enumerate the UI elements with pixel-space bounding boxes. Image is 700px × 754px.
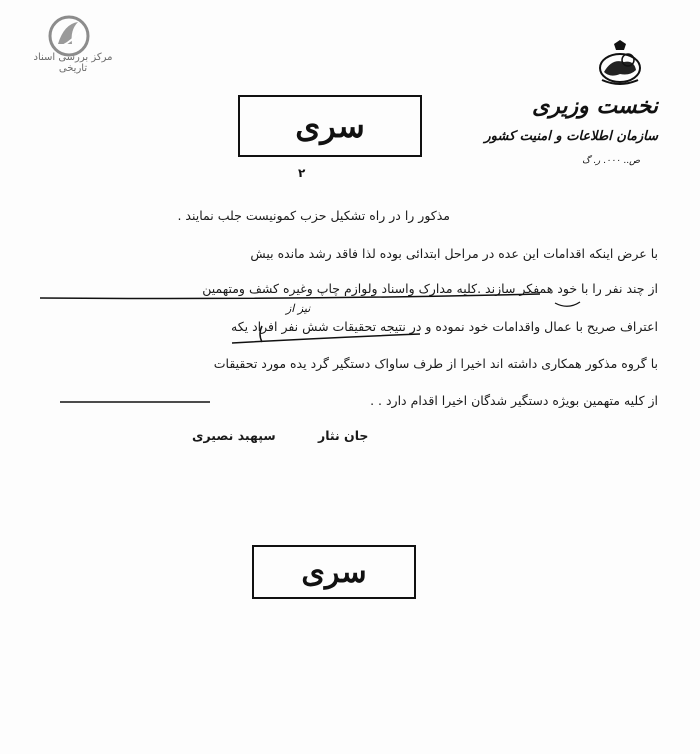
page-number: ۲ bbox=[298, 166, 306, 180]
handwritten-note: نیز از bbox=[286, 302, 311, 315]
body-line: از کلیه متهمین بویژه دستگیر شدگان اخیرا اقدام دارد . . bbox=[370, 393, 658, 408]
office-title: نخست وزیری bbox=[532, 93, 658, 119]
body-line: اعتراف صریح با عمال واقدامات خود نموده و در نتیجه تحقیقات شش نفر افراد یکه bbox=[231, 319, 658, 334]
department-title: سازمان اطلاعات و امنیت کشور bbox=[484, 129, 658, 144]
body-line: از چند نفر را با خود همفکر سازند .کلیه مدارک واسناد ولوازم چاپ وغیره کشف ومتهمین bbox=[202, 281, 658, 296]
signature-closing: جان نثار bbox=[318, 428, 369, 443]
body-line: با گروه مذکور همکاری داشته اند اخیرا از طرف ساواک دستگیر گرد یده مورد تحقیقات bbox=[213, 356, 658, 371]
classification-stamp-bottom: سری bbox=[252, 545, 416, 599]
body-line: مذکور را در راه تشکیل حزب کمونیست جلب نمایند . bbox=[177, 208, 450, 223]
body-line: با عرض اینکه اقدامات این عده در مراحل ابتدائی بوده لذا فاقد رشد مانده بیش bbox=[250, 246, 658, 261]
reference-number: ص.. ۰۰۰. ر. گ bbox=[582, 156, 640, 166]
signature-name: سپهبد نصیری bbox=[192, 428, 276, 443]
archive-center-name: مرکز بررسی اسناد تاریخی bbox=[33, 52, 113, 74]
classification-stamp-top: سری bbox=[238, 95, 422, 157]
